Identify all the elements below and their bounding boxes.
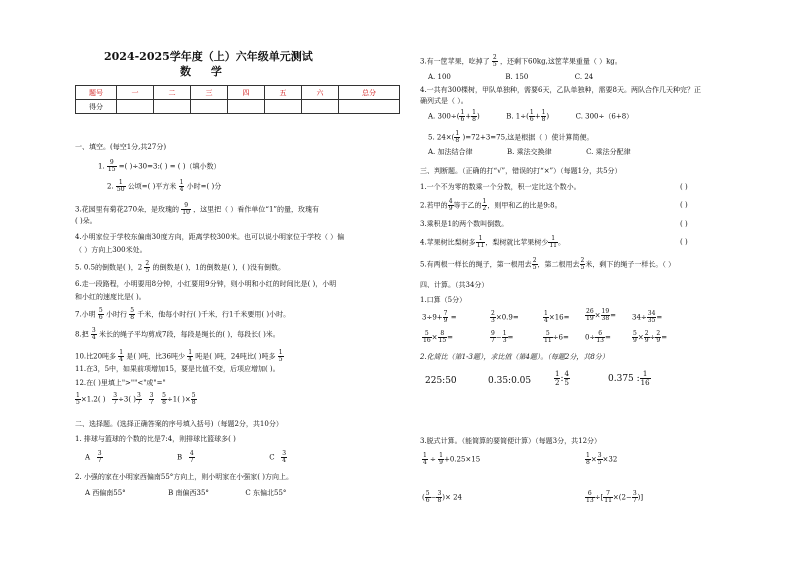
fraction: $\frac{1}{11}$ xyxy=(476,235,485,249)
oral-calc-row-1: 3÷9+ $\frac{7}{9}$ = xyxy=(422,310,457,324)
fraction: $\frac{1}{4}$ xyxy=(188,349,193,363)
fraction: $\frac{1}{8}$ xyxy=(586,452,590,466)
fraction: $\frac{34}{35}$ xyxy=(647,310,656,324)
r-q3-text: 3.有一筐苹果，吃掉了 xyxy=(420,57,490,66)
r-q5 xyxy=(428,131,594,144)
judge-5 xyxy=(420,258,675,271)
fraction: $\frac{3}{4}$ xyxy=(282,450,287,464)
r-q3-text-2: ，还剩下60kg,这筐苹果重量（ ）kg。 xyxy=(499,57,622,66)
r-q3 xyxy=(420,55,622,68)
fraction: $\frac{1}{5}$ xyxy=(76,392,80,406)
fraction: $\frac{2}{5}$ xyxy=(580,257,585,271)
fraction: $\frac{6}{13}$ xyxy=(586,490,594,504)
fraction: $\frac{3}{7}$ xyxy=(113,392,118,406)
q5-text-2: 的倒数是( )，1的倒数是( )，( )没有倒数。 xyxy=(152,263,285,272)
option-b[interactable]: B. 1÷( xyxy=(506,112,529,121)
judge-5-text: 5.有两根一样长的绳子，第一根用去 xyxy=(420,260,532,269)
fraction: $\frac{1}{6}$ xyxy=(529,109,534,123)
q3 xyxy=(75,203,319,216)
q10-text-2: 是( )吨，比36吨少 xyxy=(126,352,185,361)
option-a[interactable]: A. 100 xyxy=(428,73,451,81)
r-q4-options: A. 300÷( $\frac{1}{6}$ + $\frac{1}{8}$ ) B. 1÷( $\frac{1}{6}$ + $\frac{1}{8}$ ) C. 300÷（6+8） xyxy=(428,109,634,123)
fraction: $\frac{1}{4}$ xyxy=(119,349,124,363)
fraction: $\frac{2}{9}$ xyxy=(644,330,649,344)
oral-calc: $\frac{9}{7}$ − $\frac{1}{3}$ = xyxy=(491,330,514,344)
fraction: $\frac{26}{19}$ xyxy=(586,308,594,322)
option-a[interactable]: A. 加法结合律 xyxy=(428,148,473,156)
fraction: $\frac{1}{5}$ xyxy=(278,349,283,363)
q12-item: ÷1( )× xyxy=(166,395,191,404)
score-input-cell[interactable] xyxy=(339,100,400,114)
q4-line2: （ ）方向上300米处。 xyxy=(75,246,147,254)
score-cell: 四 xyxy=(228,86,265,100)
choice-2-options xyxy=(85,489,286,498)
judge-4-text-2: ，梨树就比苹果树少 xyxy=(485,238,549,247)
choice-1: 1. 排球与篮球的个数的比是7:4，则排球比篮球多( ) xyxy=(75,435,236,443)
fraction: $\frac{3}{7}$ xyxy=(632,490,637,504)
fraction: $\frac{3}{5}$ xyxy=(597,452,602,466)
step-calc-3-text: × 24 xyxy=(445,493,462,502)
fraction: $\frac{5}{8}$ xyxy=(191,392,196,406)
page-title: 2024-2025学年度（上）六年级单元测试 xyxy=(104,50,313,63)
option-c[interactable]: C xyxy=(269,453,275,462)
fraction: $\frac{2}{5}$ xyxy=(492,54,497,68)
r-q3-options xyxy=(428,73,593,82)
q5 xyxy=(75,261,285,274)
option-a[interactable]: A 西偏南55° xyxy=(85,489,126,497)
q11: 11.在3，5中，如果前项增加15，要是比值不变，后项应增加( )。 xyxy=(75,365,280,373)
score-cell: 二 xyxy=(154,86,191,100)
judge-2-text: 2.若甲的 xyxy=(420,201,448,210)
q12-item: ×1.2( ) xyxy=(80,395,106,404)
score-input-cell[interactable] xyxy=(228,100,265,114)
fraction: $\frac{2}{3}$ xyxy=(491,310,495,324)
option-c[interactable]: C 东偏北55° xyxy=(245,489,287,497)
judge-1: 1.一个不为零的数乘一个分数，积一定比这个数小。 xyxy=(420,183,581,191)
fraction: $\frac{5}{9}$ xyxy=(633,330,637,344)
score-cell: 总分 xyxy=(339,86,400,100)
oral-calc-row-2: $\frac{5}{16}$ × $\frac{8}{15}$ = xyxy=(423,330,454,344)
q2-text-2: 小时=( )分 xyxy=(186,182,222,191)
q1-text: =( )÷30=3:( ) = ( )（填小数） xyxy=(118,162,221,171)
fraction: $\frac{3}{7}$ xyxy=(137,392,141,406)
fraction: $\frac{1}{8}$ xyxy=(541,109,546,123)
oral-calc: $\frac{5}{9}$ × $\frac{2}{9}$ ÷ $\frac{2}{9}$ = xyxy=(633,330,668,344)
option-c[interactable]: C. 乘法分配律 xyxy=(586,148,631,156)
judge-5-text-3: 米，剩下的绳子一样长。（ ） xyxy=(585,260,676,269)
fraction: $\frac{4}{7}$ xyxy=(189,450,194,464)
r-q5-text: 5. 24×( xyxy=(428,133,455,142)
oral-calc: 34÷ $\frac{34}{35}$ = xyxy=(632,310,663,324)
fraction: $\frac{3}{4}$ xyxy=(91,327,96,341)
subject-title: 数 学 xyxy=(180,65,230,78)
fraction: $\frac{9}{15}$ xyxy=(107,159,116,173)
fraction: $\frac{1}{16}$ xyxy=(640,370,650,387)
fraction: $\frac{1}{4}$ xyxy=(544,310,548,324)
oral-calc: $\frac{2}{3}$ ×0.9= xyxy=(491,310,519,324)
q6: 6.走一段路程，小明要用8分钟，小红要用9分钟，则小明和小红的时间比是( )，小明 xyxy=(75,280,337,288)
fraction: $\frac{7}{11}$ xyxy=(604,490,612,504)
judge-3-paren[interactable]: ( ) xyxy=(680,220,688,228)
option-b[interactable]: B 南偏西35° xyxy=(168,489,209,497)
fraction: $\frac{6}{13}$ xyxy=(596,330,604,344)
q6-line2: 和小红的速度比是( )。 xyxy=(75,293,146,301)
option-c[interactable]: C. 24 xyxy=(574,73,594,81)
option-c[interactable]: C. 300÷（6+8） xyxy=(575,112,634,121)
judge-2-text-2: 等于乙的 xyxy=(453,201,482,210)
oral-calc: $\frac{1}{4}$ ×16= xyxy=(544,310,570,324)
judge-2-paren[interactable]: ( ) xyxy=(680,201,688,209)
judge-2 xyxy=(420,199,562,212)
q8-text: 8.把 xyxy=(75,330,89,339)
r-q5-text-2: )=72+3=75,这是根据（ ）使计算简便。 xyxy=(462,133,594,142)
judge-3: 3.乘积是1的两个数叫倒数。 xyxy=(420,220,509,228)
fraction: $\frac{2}{5}$ xyxy=(145,260,150,274)
fraction: $\frac{1}{8}$ xyxy=(472,109,476,123)
q1 xyxy=(98,160,221,173)
fraction: $\frac{19}{38}$ xyxy=(601,308,610,322)
oral-calc: 0÷ $\frac{6}{13}$ = xyxy=(585,330,611,344)
score-cell: 六 xyxy=(302,86,339,100)
fraction: $\frac{4}{9}$ xyxy=(448,198,453,212)
q1-number: 1. xyxy=(98,162,105,171)
r-q4-line2: 确列式是（ ）。 xyxy=(420,97,468,105)
score-cell: 题号 xyxy=(76,86,117,100)
score-table xyxy=(75,85,400,114)
ratio-item-2: 0.35:0.05 xyxy=(488,376,532,386)
fraction: $\frac{1}{50}$ xyxy=(116,179,125,193)
option-a[interactable]: A. 300÷( xyxy=(428,112,460,121)
section-judge: 三、判断题。（正确的打“√”，错误的打“×”）（每题1分，共5分） xyxy=(420,167,622,175)
score-cell: 五 xyxy=(265,86,302,100)
q8 xyxy=(75,328,280,341)
fraction: $\frac{5}{6}$ xyxy=(425,490,430,504)
r-q4: 4.一共有300棵树，甲队单独种，需要6天，乙队单独种，需要8天。两队合作几天种完？正 xyxy=(420,86,701,94)
r-q5-options xyxy=(428,148,631,157)
fraction: $\frac{9}{7}$ xyxy=(491,330,495,344)
score-table-header-row xyxy=(76,86,400,100)
step-calc-3: ( $\frac{5}{6}$ − $\frac{3}{8}$ )× 24 xyxy=(422,490,462,504)
score-cell: 一 xyxy=(117,86,154,100)
q12-items xyxy=(75,393,197,406)
fraction: $\frac{5}{16}$ xyxy=(423,330,431,344)
fraction: $\frac{8}{15}$ xyxy=(438,330,447,344)
score-table-score-row xyxy=(76,100,400,114)
option-b[interactable]: B. 乘法交换律 xyxy=(506,148,552,156)
fraction: $\frac{3}{7}$ xyxy=(97,450,102,464)
score-cell: 得分 xyxy=(76,100,117,114)
q12: 12.在( )里填上">""<"或"=" xyxy=(75,379,166,387)
fraction: $\frac{2}{5}$ xyxy=(532,257,537,271)
fraction: $\frac{1}{4}$ xyxy=(423,452,427,466)
fraction: $\frac{1}{3}$ xyxy=(502,330,507,344)
oral-calc: $\frac{5}{11}$ ÷6= xyxy=(544,330,569,344)
fraction: $\frac{5}{8}$ xyxy=(162,392,166,406)
choice-1-options xyxy=(85,451,287,464)
score-input-cell[interactable] xyxy=(302,100,339,114)
calc-ratio-title: 2.化简比（第1-3题），求比值（第4题）。（每题2分，共8分） xyxy=(420,353,609,361)
option-b[interactable]: B. 150 xyxy=(505,73,529,81)
q7-text: 7.小明 xyxy=(75,310,96,319)
step-calc-2: $\frac{1}{8}$ × $\frac{3}{5}$ ×32 xyxy=(586,452,618,466)
q10-text-3: 吨是( )吨，24吨比( )吨多 xyxy=(195,352,276,361)
step-calc-4: $\frac{6}{13}$ ÷[ $\frac{7}{11}$ ×(2− $\frac{3}{7}$ )] xyxy=(586,490,644,504)
option-b[interactable]: B xyxy=(177,453,183,462)
fraction: $\frac{2}{9}$ xyxy=(656,330,661,344)
choice-2: 2. 小强的家在小明家西偏南55°方向上，则小明家在小强家( )方向上。 xyxy=(75,473,293,481)
fraction: $\frac{7}{9}$ xyxy=(443,310,448,324)
score-input-cell[interactable] xyxy=(154,100,191,114)
q3-answer: ( )朵。 xyxy=(75,217,97,225)
judge-5-text-2: ，第二根用去 xyxy=(537,260,580,269)
q12-item: ÷3( ) xyxy=(118,395,137,404)
q2-number: 2. xyxy=(107,182,114,191)
q7-text-2: 小时行 xyxy=(105,310,127,319)
oral-calc: $\frac{26}{19}$ × $\frac{19}{38}$ = xyxy=(586,308,617,322)
ratio-item-1: 225:50 xyxy=(425,376,457,386)
score-input-cell[interactable] xyxy=(117,100,154,114)
fraction: $\frac{5}{8}$ xyxy=(130,307,135,321)
judge-1-paren[interactable]: ( ) xyxy=(680,183,688,191)
score-input-cell[interactable] xyxy=(191,100,228,114)
step-calc-1: $\frac{1}{4}$ ÷ $\frac{1}{9}$ +0.25×15 xyxy=(423,452,481,466)
option-a[interactable]: A xyxy=(85,453,91,462)
q7-text-3: 千米，他每小时行( )千米，行1千米要用( )小时。 xyxy=(137,310,291,319)
q8-text-2: 米长的绳子平均剪成7段，每段是绳长的( )，每段长( )米。 xyxy=(98,330,280,339)
judge-4-text: 4.苹果树比梨树多 xyxy=(420,238,476,247)
fraction: $\frac{4}{5}$ xyxy=(564,370,569,387)
q4: 4.小明家位于学校东偏南30度方向，距离学校300米。也可以说小明家位于学校（ ）偏 xyxy=(75,233,345,241)
fraction: $\frac{3}{8}$ xyxy=(437,490,442,504)
fraction: $\frac{1}{8}$ xyxy=(455,130,460,144)
fraction: $\frac{1}{2}$ xyxy=(555,370,560,387)
judge-4: 4.苹果树比梨树多 $\frac{1}{11}$ ，梨树就比苹果树少 $\frac{1}{11}$ 。 xyxy=(420,235,565,249)
q2-text: 公顷=( )平方米 xyxy=(127,182,177,191)
q10 xyxy=(75,350,284,363)
q2 xyxy=(107,180,221,193)
judge-4-paren[interactable]: ( ) xyxy=(680,238,688,246)
calc-oral-title: 1.口算（5分） xyxy=(420,296,467,304)
q3-text: 3.花园里有菊花270朵，是玫瑰的 xyxy=(75,205,180,214)
fraction: $\frac{1}{2}$ xyxy=(482,198,487,212)
calc-step-title: 3.脱式计算。（能简算的要简便计算）（每题3分，共12分） xyxy=(420,437,602,445)
q5-text: 5. 0.5的倒数是( )，2 xyxy=(75,263,143,272)
fraction: $\frac{3}{7}$ xyxy=(149,392,154,406)
fraction: $\frac{9}{10}$ xyxy=(182,202,190,216)
score-input-cell[interactable] xyxy=(265,100,302,114)
fraction: $\frac{5}{11}$ xyxy=(544,330,552,344)
fraction: $\frac{1}{9}$ xyxy=(439,452,443,466)
ratio-item-4: 0.375 : $\frac{1}{16}$ xyxy=(608,370,650,387)
fraction: $\frac{1}{11}$ xyxy=(549,235,557,249)
judge-2-text-3: ，则甲和乙的比是9:8。 xyxy=(487,201,562,210)
fraction: $\frac{1}{6}$ xyxy=(460,109,465,123)
section-fill-in: 一、填空。(每空1分,共27分) xyxy=(75,143,167,151)
fraction: $\frac{1}{4}$ xyxy=(179,179,184,193)
section-calc: 四、计算。（共34分） xyxy=(420,281,489,289)
q3-text-2: ，这里把（ ）看作单位“1”的量，玫瑰有 xyxy=(193,205,319,214)
step-calc-2-text: ×32 xyxy=(602,455,618,464)
q7 xyxy=(75,308,290,321)
ratio-item-3: $\frac{1}{2}$ : $\frac{4}{5}$ xyxy=(555,370,569,387)
score-cell: 三 xyxy=(191,86,228,100)
fraction: $\frac{5}{6}$ xyxy=(98,307,103,321)
section-choice: 二、选择题。(选择正确答案的序号填入括号)（每题2分，共10分） xyxy=(75,420,283,428)
q10-text: 10.比20吨多 xyxy=(75,352,117,361)
step-calc-1-text: +0.25×15 xyxy=(443,455,481,464)
